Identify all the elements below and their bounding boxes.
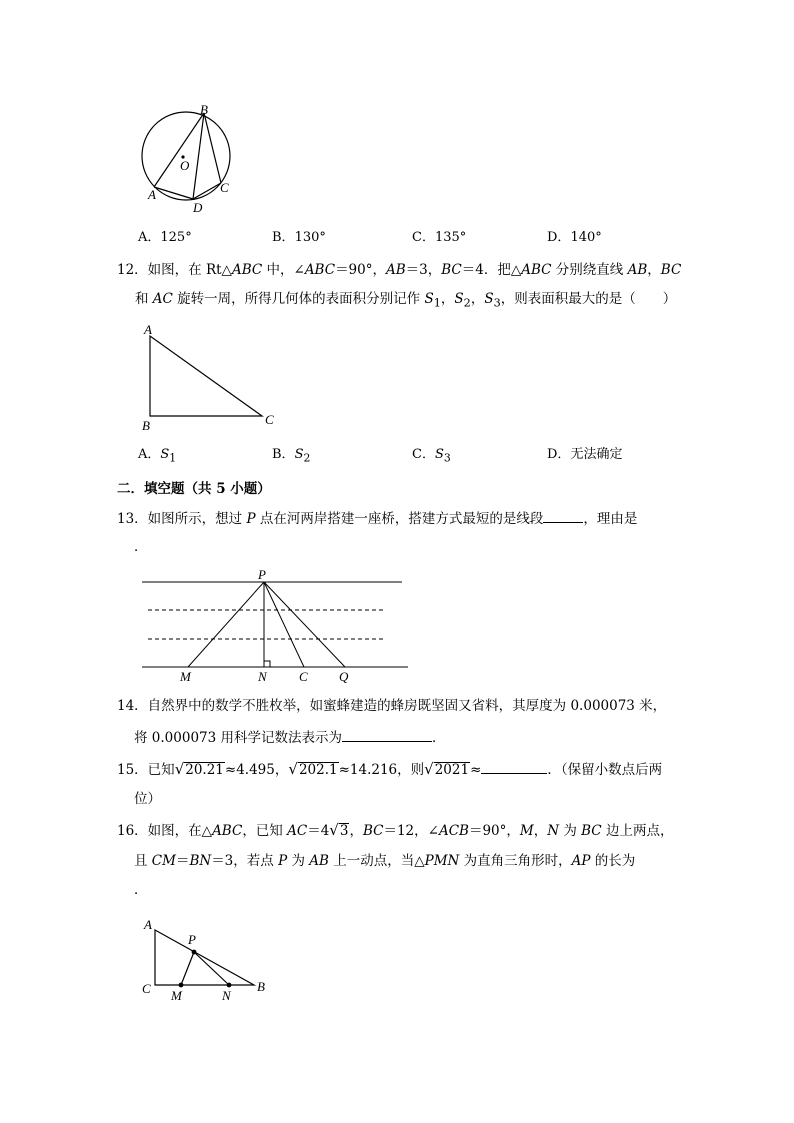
q16-line-2: 且 CM＝BN＝3，若点 P 为 AB 上一动点，当△PMN 为直角三角形时，AP 的长为 — [134, 853, 636, 869]
label-a: A — [144, 322, 152, 337]
label-c: C — [142, 981, 151, 996]
q11-option-c: C．135° — [412, 230, 467, 245]
q16-line-3: ． — [134, 882, 148, 898]
label-n: N — [258, 669, 267, 684]
q11-figure — [130, 100, 250, 215]
q15-line-1: 15．已知√20.21≈4.495，√202.1≈14.216，则√2021≈ ．（保留小数点后两 — [117, 760, 663, 778]
q11-option-d: D．140° — [547, 230, 602, 245]
q12-option-d: D．无法确定 — [547, 447, 623, 462]
answer-blank[interactable] — [342, 727, 432, 742]
label-p: P — [258, 567, 266, 582]
q12-option-a: A．$S_1$ — [138, 447, 177, 465]
label-a: A — [144, 917, 152, 932]
answer-blank[interactable] — [543, 508, 583, 523]
q16-line-1: 16．如图，在△ABC，已知 AC＝4√3，BC＝12，∠ACB＝90°，M，N 为 BC 边上两点， — [117, 821, 674, 839]
label-p: P — [188, 932, 196, 947]
label-m: M — [180, 669, 191, 684]
q13-line-2: ． — [134, 539, 148, 555]
q12-option-b: B．$S_2$ — [272, 447, 311, 465]
label-b: B — [142, 418, 150, 433]
label-d: D — [193, 200, 203, 215]
q14-line-2: 将 0.000073 用科学记数法表示为 ． — [134, 727, 446, 748]
section-title: 二．填空题（共 5 小题） — [117, 481, 271, 497]
q12-line-1: 12．如图，在 Rt△ABC 中，∠ABC＝90°，AB＝3，BC＝4．把△ABC 分别绕直线 AB，BC — [117, 262, 682, 278]
q13-line-1: 13．如图所示，想过 P 点在河两岸搭建一座桥，搭建方式最短的是线段 ，理由是 — [117, 508, 637, 529]
label-n: N — [222, 988, 231, 1003]
label-o: O — [180, 158, 190, 173]
label-c: C — [299, 669, 308, 684]
label-q: Q — [339, 669, 349, 684]
q11-option-a: A．125° — [138, 230, 192, 245]
q12-line-2: 和 AC 旋转一周，所得几何体的表面积分别记作 $S_1$，$S_2$，$S_3$，则表面积最大的是（ ） — [135, 291, 677, 310]
answer-blank[interactable] — [481, 759, 547, 774]
q15-line-2: 位） — [134, 791, 161, 807]
q12-figure — [135, 320, 285, 435]
label-m: M — [171, 988, 182, 1003]
q13-figure — [138, 566, 413, 686]
label-a: A — [148, 187, 156, 202]
q12-option-c: C．$S_3$ — [412, 447, 451, 465]
label-b: B — [200, 102, 208, 117]
q11-option-b: B．130° — [272, 230, 326, 245]
q16-figure — [138, 912, 278, 1007]
q14-line-1: 14．自然界中的数学不胜枚举，如蜜蜂建造的蜂房既坚固又省料，其厚度为 0.000073 米， — [117, 698, 667, 714]
label-c: C — [265, 412, 274, 427]
label-b: B — [257, 979, 265, 994]
label-c: C — [220, 180, 229, 195]
